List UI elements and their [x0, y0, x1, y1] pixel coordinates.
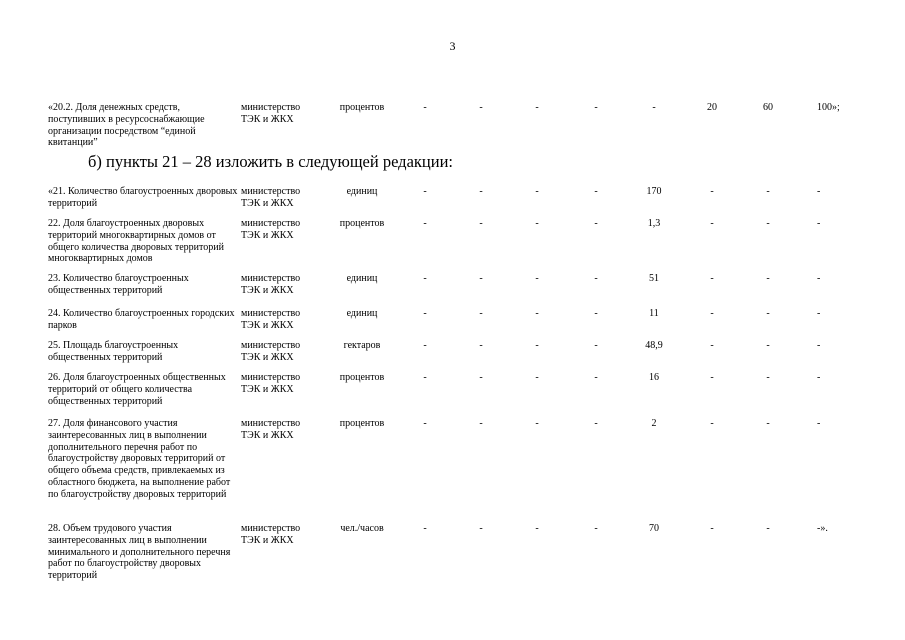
year-value-4: - — [594, 186, 598, 197]
indicator-name: 28. Объем трудового участия заинтересованных лиц в выполнении минимального и дополнительного перечня работ по благоустройству дворовых территорий — [48, 523, 231, 582]
responsible-ministry: министерство ТЭК и ЖКХ — [241, 102, 301, 125]
year-value-2: - — [479, 102, 483, 113]
indicator-name: «21. Количество благоустроенных дворовых территорий — [48, 186, 238, 209]
year-value-5: 170 — [646, 186, 662, 197]
year-value-5: 70 — [649, 523, 659, 534]
year-value-7: - — [766, 418, 770, 429]
responsible-ministry: министерство ТЭК и ЖКХ — [241, 372, 301, 395]
year-value-7: - — [766, 372, 770, 383]
year-value-4: - — [594, 218, 598, 229]
year-value-3: - — [535, 273, 539, 284]
responsible-ministry: министерство ТЭК и ЖКХ — [241, 273, 301, 296]
year-value-8: 100»; — [817, 102, 840, 113]
year-value-2: - — [479, 218, 483, 229]
year-value-5: 1,3 — [647, 218, 661, 229]
responsible-ministry: министерство ТЭК и ЖКХ — [241, 340, 301, 363]
year-value-6: - — [710, 308, 714, 319]
year-value-8: - — [817, 372, 821, 383]
indicator-name: 23. Количество благоустроенных общественных территорий — [48, 273, 189, 296]
unit-of-measure: процентов — [339, 418, 385, 429]
year-value-2: - — [479, 273, 483, 284]
year-value-5: 48,9 — [645, 340, 663, 351]
year-value-3: - — [535, 308, 539, 319]
year-value-1: - — [423, 186, 427, 197]
year-value-3: - — [535, 186, 539, 197]
year-value-5: 2 — [651, 418, 657, 429]
responsible-ministry: министерство ТЭК и ЖКХ — [241, 308, 301, 331]
year-value-1: - — [423, 372, 427, 383]
year-value-3: - — [535, 218, 539, 229]
year-value-4: - — [594, 372, 598, 383]
year-value-5: 11 — [649, 308, 659, 319]
year-value-1: - — [423, 218, 427, 229]
indicator-name: 25. Площадь благоустроенных общественных территорий — [48, 340, 179, 363]
year-value-6: - — [710, 372, 714, 383]
unit-of-measure: единиц — [346, 308, 378, 319]
year-value-7: 60 — [763, 102, 773, 113]
year-value-2: - — [479, 308, 483, 319]
year-value-1: - — [423, 273, 427, 284]
year-value-5: 16 — [649, 372, 659, 383]
year-value-3: - — [535, 340, 539, 351]
year-value-4: - — [594, 102, 598, 113]
year-value-8: - — [817, 418, 821, 429]
year-value-4: - — [594, 308, 598, 319]
year-value-3: - — [535, 523, 539, 534]
year-value-7: - — [766, 218, 770, 229]
year-value-2: - — [479, 186, 483, 197]
year-value-8: - — [817, 273, 821, 284]
year-value-4: - — [594, 523, 598, 534]
indicator-name: «20.2. Доля денежных средств, поступивших в ресурсоснабжающие организации посредством “единой квитанции” — [48, 102, 205, 149]
year-value-5: 51 — [649, 273, 659, 284]
year-value-7: - — [766, 273, 770, 284]
year-value-7: - — [766, 186, 770, 197]
unit-of-measure: процентов — [339, 102, 385, 113]
year-value-1: - — [423, 102, 427, 113]
year-value-3: - — [535, 372, 539, 383]
responsible-ministry: министерство ТЭК и ЖКХ — [241, 523, 301, 546]
unit-of-measure: чел./часов — [340, 523, 384, 534]
year-value-6: - — [710, 340, 714, 351]
year-value-2: - — [479, 523, 483, 534]
year-value-7: - — [766, 308, 770, 319]
year-value-8: -». — [817, 523, 828, 534]
year-value-2: - — [479, 418, 483, 429]
section-heading: б) пункты 21 – 28 изложить в следующей редакции: — [88, 152, 453, 171]
year-value-4: - — [594, 418, 598, 429]
responsible-ministry: министерство ТЭК и ЖКХ — [241, 418, 301, 441]
year-value-7: - — [766, 340, 770, 351]
indicator-name: 22. Доля благоустроенных дворовых территорий многоквартирных домов от общего количества дворовых территорий многоквартирных домов — [48, 218, 224, 265]
unit-of-measure: единиц — [346, 273, 378, 284]
year-value-6: - — [710, 523, 714, 534]
year-value-6: - — [710, 273, 714, 284]
year-value-2: - — [479, 372, 483, 383]
year-value-7: - — [766, 523, 770, 534]
year-value-4: - — [594, 273, 598, 284]
responsible-ministry: министерство ТЭК и ЖКХ — [241, 218, 301, 241]
year-value-6: - — [710, 418, 714, 429]
year-value-5: - — [652, 102, 656, 113]
indicator-name: 26. Доля благоустроенных общественных территорий от общего количества общественных территорий — [48, 372, 226, 407]
year-value-3: - — [535, 418, 539, 429]
unit-of-measure: единиц — [346, 186, 378, 197]
unit-of-measure: процентов — [339, 218, 385, 229]
year-value-6: - — [710, 218, 714, 229]
year-value-4: - — [594, 340, 598, 351]
responsible-ministry: министерство ТЭК и ЖКХ — [241, 186, 301, 209]
unit-of-measure: гектаров — [343, 340, 381, 351]
year-value-1: - — [423, 308, 427, 319]
year-value-6: 20 — [707, 102, 717, 113]
year-value-3: - — [535, 102, 539, 113]
year-value-1: - — [423, 523, 427, 534]
year-value-1: - — [423, 340, 427, 351]
unit-of-measure: процентов — [339, 372, 385, 383]
indicator-name: 24. Количество благоустроенных городских парков — [48, 308, 235, 331]
page-number: 3 — [449, 39, 456, 53]
year-value-8: - — [817, 340, 821, 351]
year-value-8: - — [817, 218, 821, 229]
year-value-8: - — [817, 308, 821, 319]
year-value-8: - — [817, 186, 821, 197]
year-value-2: - — [479, 340, 483, 351]
year-value-1: - — [423, 418, 427, 429]
indicator-name: 27. Доля финансового участия заинтересованных лиц в выполнении дополнительного перечня работ по благоустройству дворовых территорий от общего объема средств, привлекаемых из областного бюджета, на выполнение работ по благоустройству дворовых территорий — [48, 418, 231, 500]
year-value-6: - — [710, 186, 714, 197]
